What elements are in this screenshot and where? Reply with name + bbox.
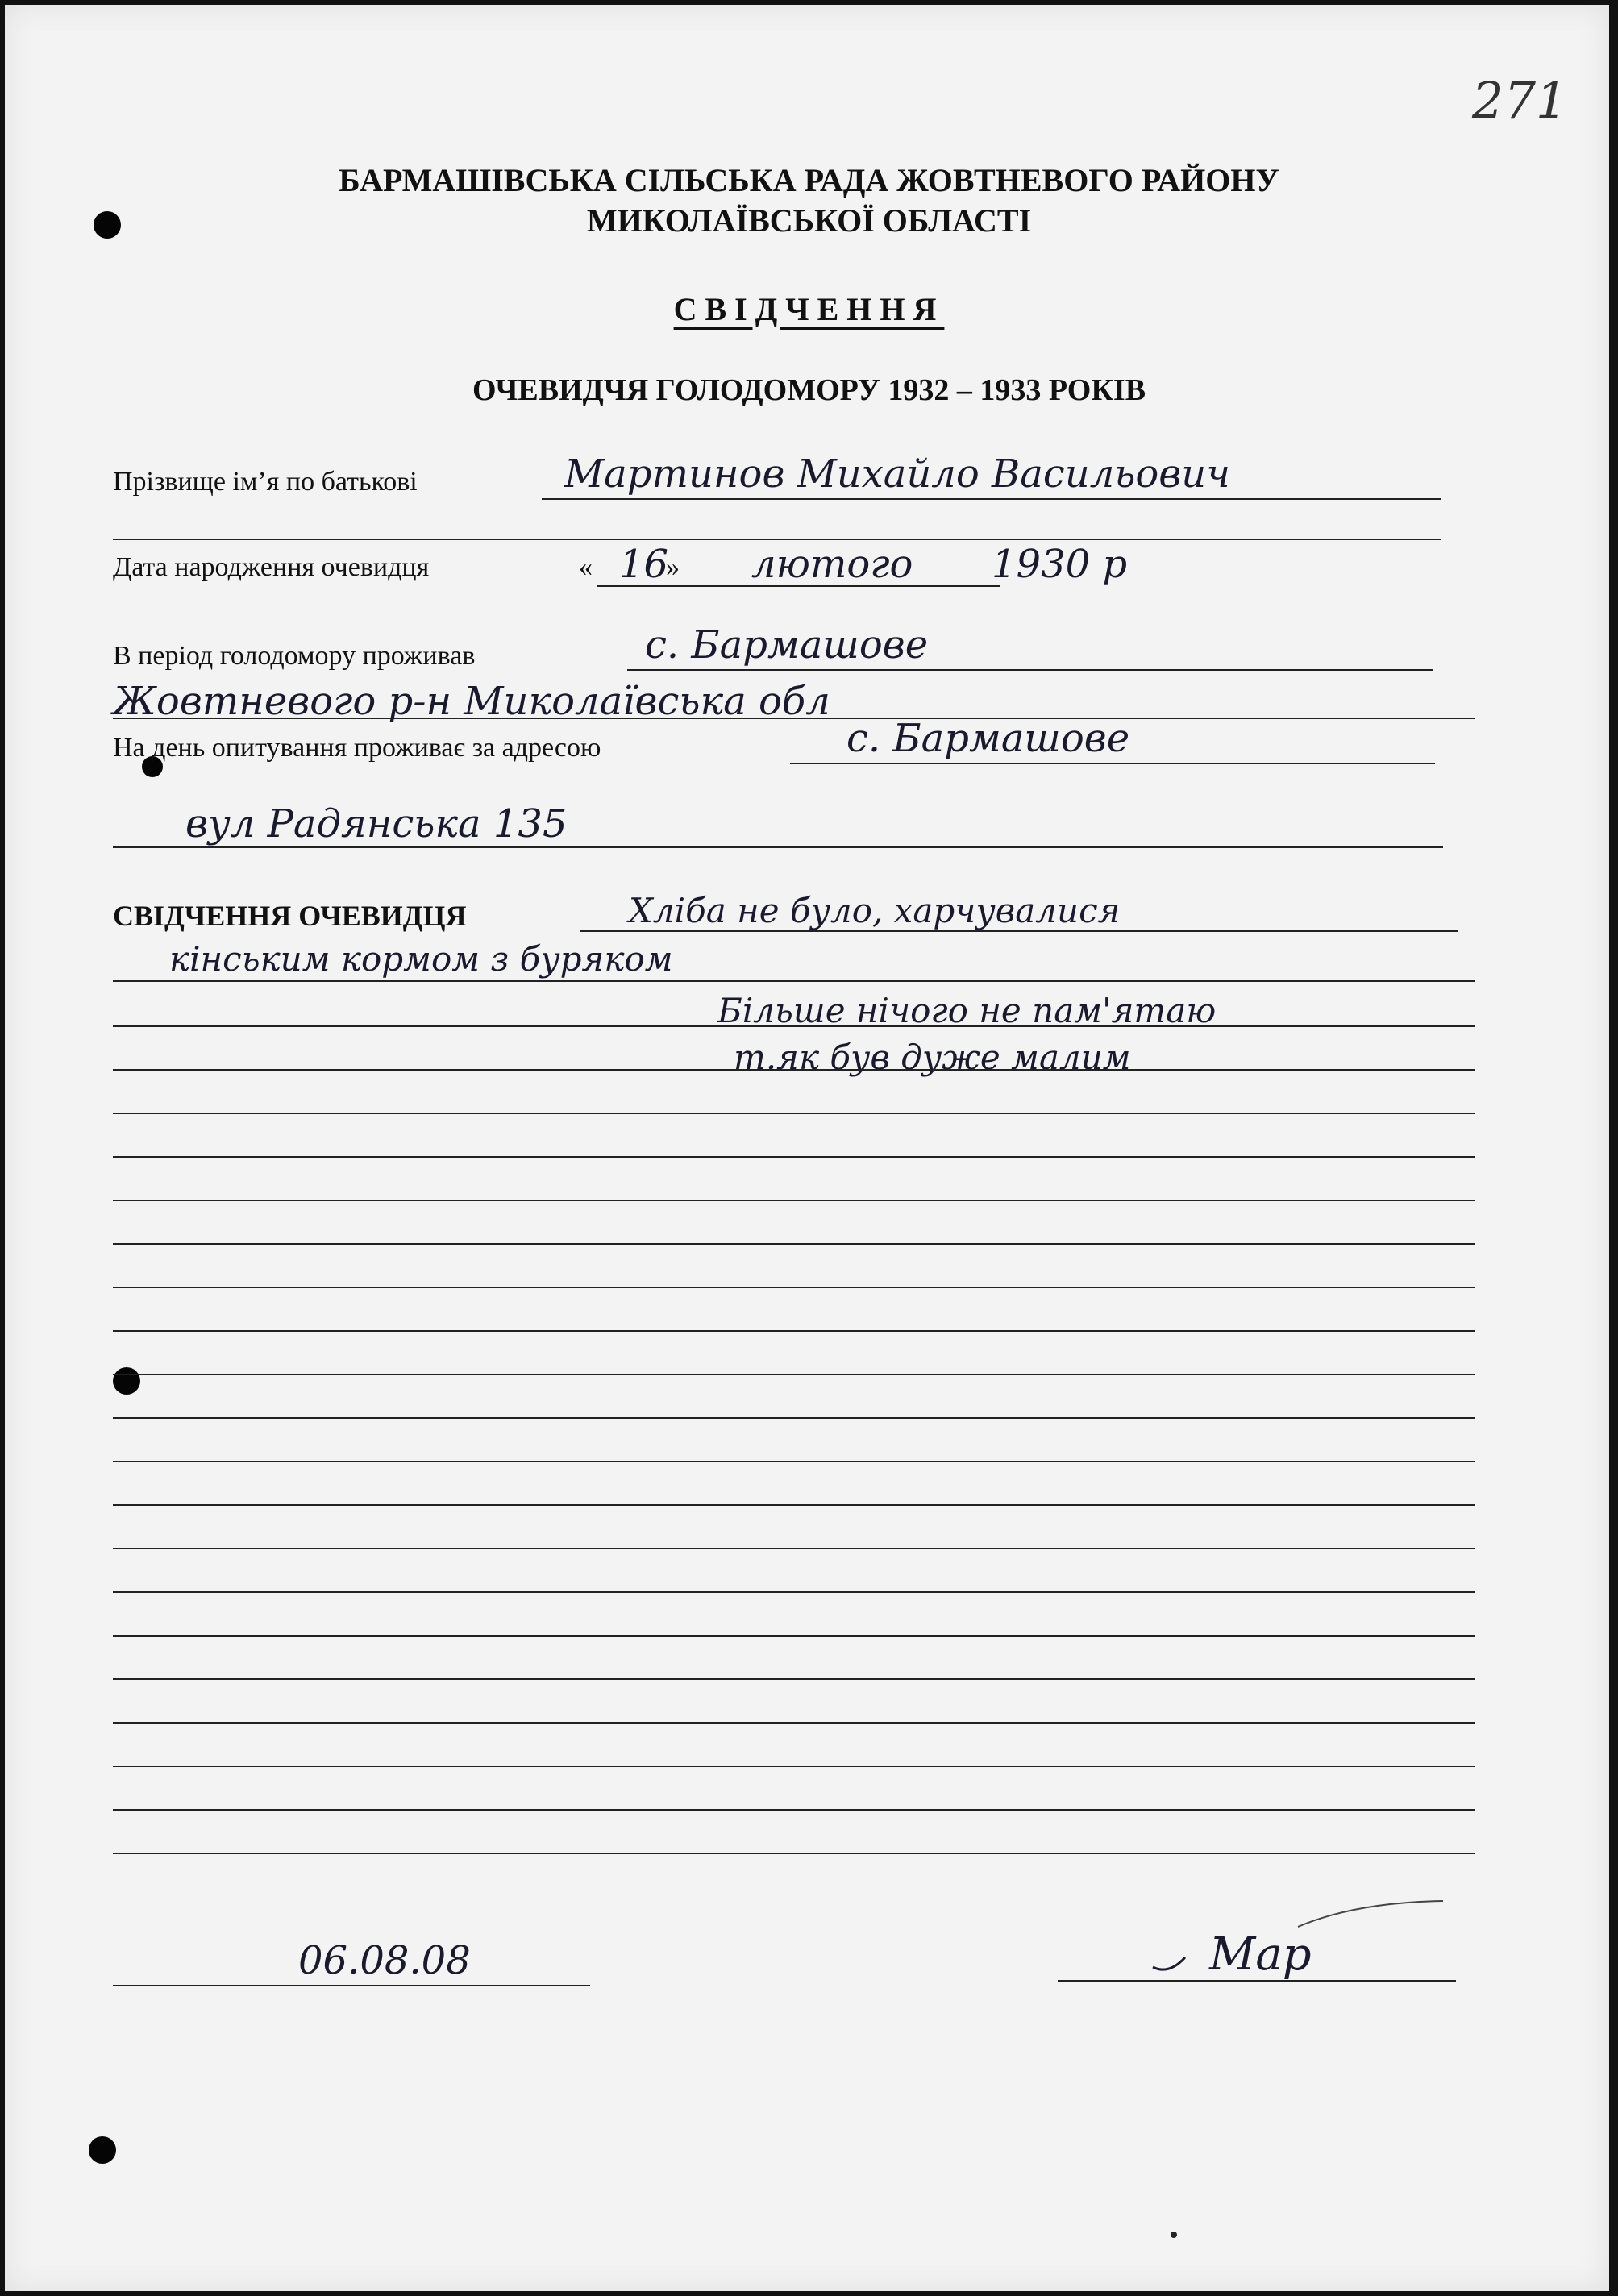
address-line-2 bbox=[113, 846, 1443, 848]
signature: Мар bbox=[1209, 1928, 1312, 1981]
ink-dot bbox=[1171, 2232, 1177, 2238]
birth-date-label: Дата народження очевидця bbox=[113, 552, 430, 582]
address-value-line1: с. Бармашове bbox=[846, 716, 1130, 761]
blank-rule bbox=[113, 1113, 1475, 1114]
address-label: На день опитування проживає за адресою bbox=[113, 733, 601, 763]
document-title: СВІДЧЕННЯ bbox=[673, 291, 945, 327]
blank-rule bbox=[113, 1591, 1475, 1593]
punch-hole-icon bbox=[89, 2136, 116, 2164]
signature-line bbox=[1058, 1980, 1456, 1982]
blank-rule bbox=[113, 1417, 1475, 1419]
lived-value-line2: Жовтневого р-н Миколаївська обл bbox=[113, 679, 830, 724]
blank-rule bbox=[113, 1374, 1475, 1375]
blank-rule bbox=[113, 1287, 1475, 1288]
testimony-line3: Більше нічого не пам'ятаю bbox=[717, 991, 1217, 1030]
blank-rule bbox=[113, 1330, 1475, 1332]
testimony-rule-1 bbox=[580, 930, 1458, 932]
blank-rule bbox=[113, 1069, 1475, 1071]
testimony-label: СВІДЧЕННЯ ОЧЕВИДЦЯ bbox=[113, 900, 467, 932]
full-name-label: Прізвище ім’я по батькові bbox=[113, 467, 418, 497]
blank-rule bbox=[113, 1766, 1475, 1767]
document-subtitle: ОЧЕВИДЧЯ ГОЛОДОМОРУ 1932 – 1933 РОКІВ bbox=[472, 373, 1146, 407]
signature-stroke-icon bbox=[1145, 1895, 1451, 1983]
header-region: МИКОЛАЇВСЬКОЇ ОБЛАСТІ bbox=[586, 202, 1032, 239]
footer-date: 06.08.08 bbox=[298, 1938, 471, 1983]
blank-rule bbox=[113, 1853, 1475, 1854]
testimony-line2: кінським кормом з буряком bbox=[169, 939, 673, 979]
lived-label: В період голодомору проживав bbox=[113, 641, 476, 671]
testimony-line1: Хліба не було, харчувалися bbox=[629, 891, 1121, 930]
testimony-line4: т.як був дуже малим bbox=[734, 1038, 1131, 1077]
full-name-line bbox=[542, 498, 1441, 500]
blank-rule bbox=[113, 1461, 1475, 1462]
blank-rule bbox=[113, 1548, 1475, 1549]
punch-hole-icon bbox=[113, 1367, 140, 1395]
full-name-value: Мартинов Михайло Васильович bbox=[564, 451, 1231, 497]
blank-rule bbox=[113, 1678, 1475, 1680]
blank-rule bbox=[113, 1504, 1475, 1506]
birth-date-close-quote: » bbox=[666, 552, 680, 582]
blank-rule bbox=[113, 1809, 1475, 1811]
blank-rule bbox=[113, 1722, 1475, 1724]
date-line bbox=[113, 1985, 590, 1986]
birth-date-line bbox=[597, 585, 1000, 587]
page-number: 271 bbox=[1472, 71, 1568, 130]
address-line bbox=[790, 763, 1435, 764]
blank-rule bbox=[113, 1243, 1475, 1245]
birth-date-open-quote: « bbox=[579, 552, 593, 582]
blank-rule bbox=[113, 1156, 1475, 1158]
lived-line-2 bbox=[113, 718, 1475, 719]
header-organization: БАРМАШІВСЬКА СІЛЬСЬКА РАДА ЖОВТНЕВОГО РАЙОНУ bbox=[339, 162, 1279, 198]
lived-value-line1: с. Бармашове bbox=[645, 622, 929, 668]
lived-line bbox=[627, 669, 1433, 671]
blank-rule bbox=[113, 1200, 1475, 1201]
blank-rule bbox=[113, 1635, 1475, 1637]
address-value-line2: вул Радянська 135 bbox=[185, 801, 568, 846]
testimony-rule-3 bbox=[113, 1025, 1475, 1027]
birth-day-value: 16 bbox=[619, 542, 669, 587]
testimony-rule-2 bbox=[113, 980, 1475, 982]
full-name-line-2 bbox=[113, 539, 1441, 540]
birth-month-value: лютого bbox=[751, 542, 913, 587]
birth-year-value: 1930 р bbox=[992, 542, 1128, 587]
